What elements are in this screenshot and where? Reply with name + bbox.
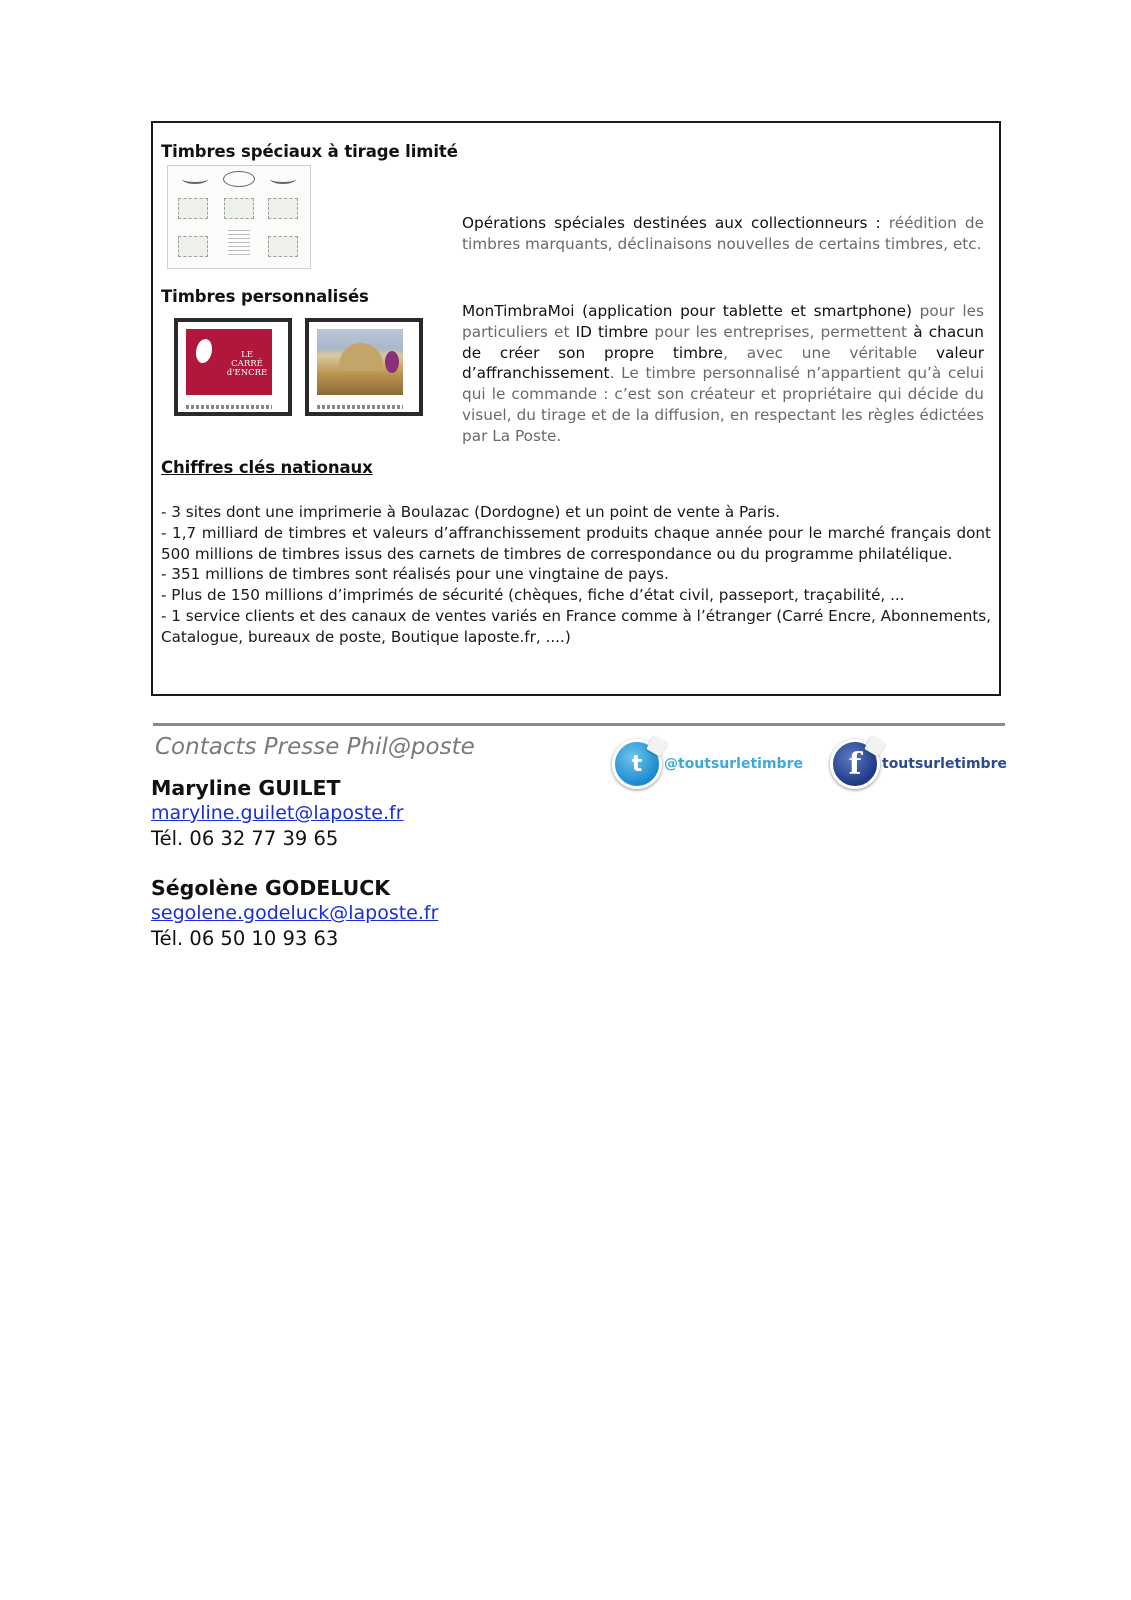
list-item: - Plus de 150 millions d’imprimés de sécurité (chèques, fiche d’état civil, passeport, traçabilité, ... [161, 586, 905, 605]
stamp-visual-building [317, 329, 403, 395]
paragraph-collectors [462, 213, 984, 255]
list-item: - 1,7 milliard de timbres et valeurs d’affranchissement produits chaque année pour le marché français dont 500 millions de timbres issus des carnets de timbres de correspondance ou du programme philatélique. [161, 523, 991, 563]
mini-stamp [268, 198, 298, 219]
paragraph-personalised [462, 301, 984, 447]
twitter-icon: t [612, 739, 662, 789]
paragraph-text: réédition de timbres marquants, déclinaisons nouvelles de certains timbres, etc. [462, 214, 984, 253]
press-contacts-title: Contacts Presse Phil@poste [155, 734, 475, 760]
personalised-stamp-photo [305, 318, 423, 416]
section-title-personalised-stamps: Timbres personnalisés [161, 287, 369, 306]
text-normal: . Le timbre personnalisé n’appartient qu’à celui qui le commande : c’est son créateur et propriétaire qui décide du visuel, du tirage et de la diffusion, en respectant les règles édictées par La Poste. [462, 364, 984, 445]
list-item: - 1 service clients et des canaux de ventes variés en France comme à l’étranger (Carré Encre, Abonnements, Catalogue, bureaux de poste, Boutique laposte.fr, ....) [161, 606, 992, 646]
section-title-limited-stamps: Timbres spéciaux à tirage limité [161, 142, 458, 161]
balloon-shape [385, 351, 399, 373]
souvenir-sheet-image [167, 165, 311, 269]
stamp-perforation [178, 322, 288, 412]
text-strong: valeur d’affranchissement [462, 343, 985, 383]
facebook-link[interactable] [830, 740, 1007, 788]
list-item: - 351 millions de timbres sont réalisés pour une vingtaine de pays. [161, 565, 669, 584]
sheet-text-block [228, 230, 250, 256]
stamp-visual-red [186, 329, 272, 395]
stamp-caption [317, 405, 403, 409]
building-dome [339, 343, 383, 371]
keyfigures-list [161, 502, 991, 648]
mini-stamp [224, 198, 254, 219]
stamp-caption [186, 405, 272, 409]
paragraph-lead: Opérations spéciales destinées aux collectionneurs : [462, 214, 889, 232]
contact-phone: Tél. 06 32 77 39 65 [151, 827, 339, 850]
twitter-handle: @toutsurletimbre [664, 756, 803, 772]
facebook-icon: f [830, 739, 880, 789]
mini-stamp [268, 236, 298, 257]
text-strong: ID timbre [575, 322, 649, 341]
keyfigures-title: Chiffres clés nationaux [161, 458, 373, 477]
contact-name: Ségolène GODELUCK [151, 876, 391, 900]
personalised-stamp-carre-encre [174, 318, 292, 416]
text-strong: MonTimbraMoi (application pour tablette et smartphone) [462, 302, 913, 320]
contact-email-link[interactable]: maryline.guilet@laposte.fr [151, 802, 404, 824]
quill-drop-shape [196, 339, 212, 363]
medallion [223, 171, 255, 187]
text-normal: pour les particuliers et [462, 302, 984, 341]
mini-stamp [178, 198, 208, 219]
ornament-left [182, 174, 208, 184]
twitter-link[interactable] [612, 740, 803, 788]
contact-name: Maryline GUILET [151, 776, 341, 800]
text-strong: à chacun de créer son propre timbre [462, 322, 984, 362]
divider [153, 723, 1005, 726]
mini-stamp [178, 236, 208, 257]
text-normal: pour les entreprises, permettent [648, 322, 914, 341]
carre-encre-logo: LE CARRÉ d'ENCRE [226, 350, 268, 378]
facebook-handle: toutsurletimbre [882, 756, 1007, 772]
list-item: - 3 sites dont une imprimerie à Boulazac (Dordogne) et un point de vente à Paris. [161, 503, 781, 521]
ornament-right [270, 174, 296, 184]
contact-email-link[interactable]: segolene.godeluck@laposte.fr [151, 902, 439, 924]
contact-phone: Tél. 06 50 10 93 63 [151, 927, 339, 950]
text-normal: , avec une véritable [723, 343, 936, 362]
stamp-perforation [309, 322, 419, 412]
